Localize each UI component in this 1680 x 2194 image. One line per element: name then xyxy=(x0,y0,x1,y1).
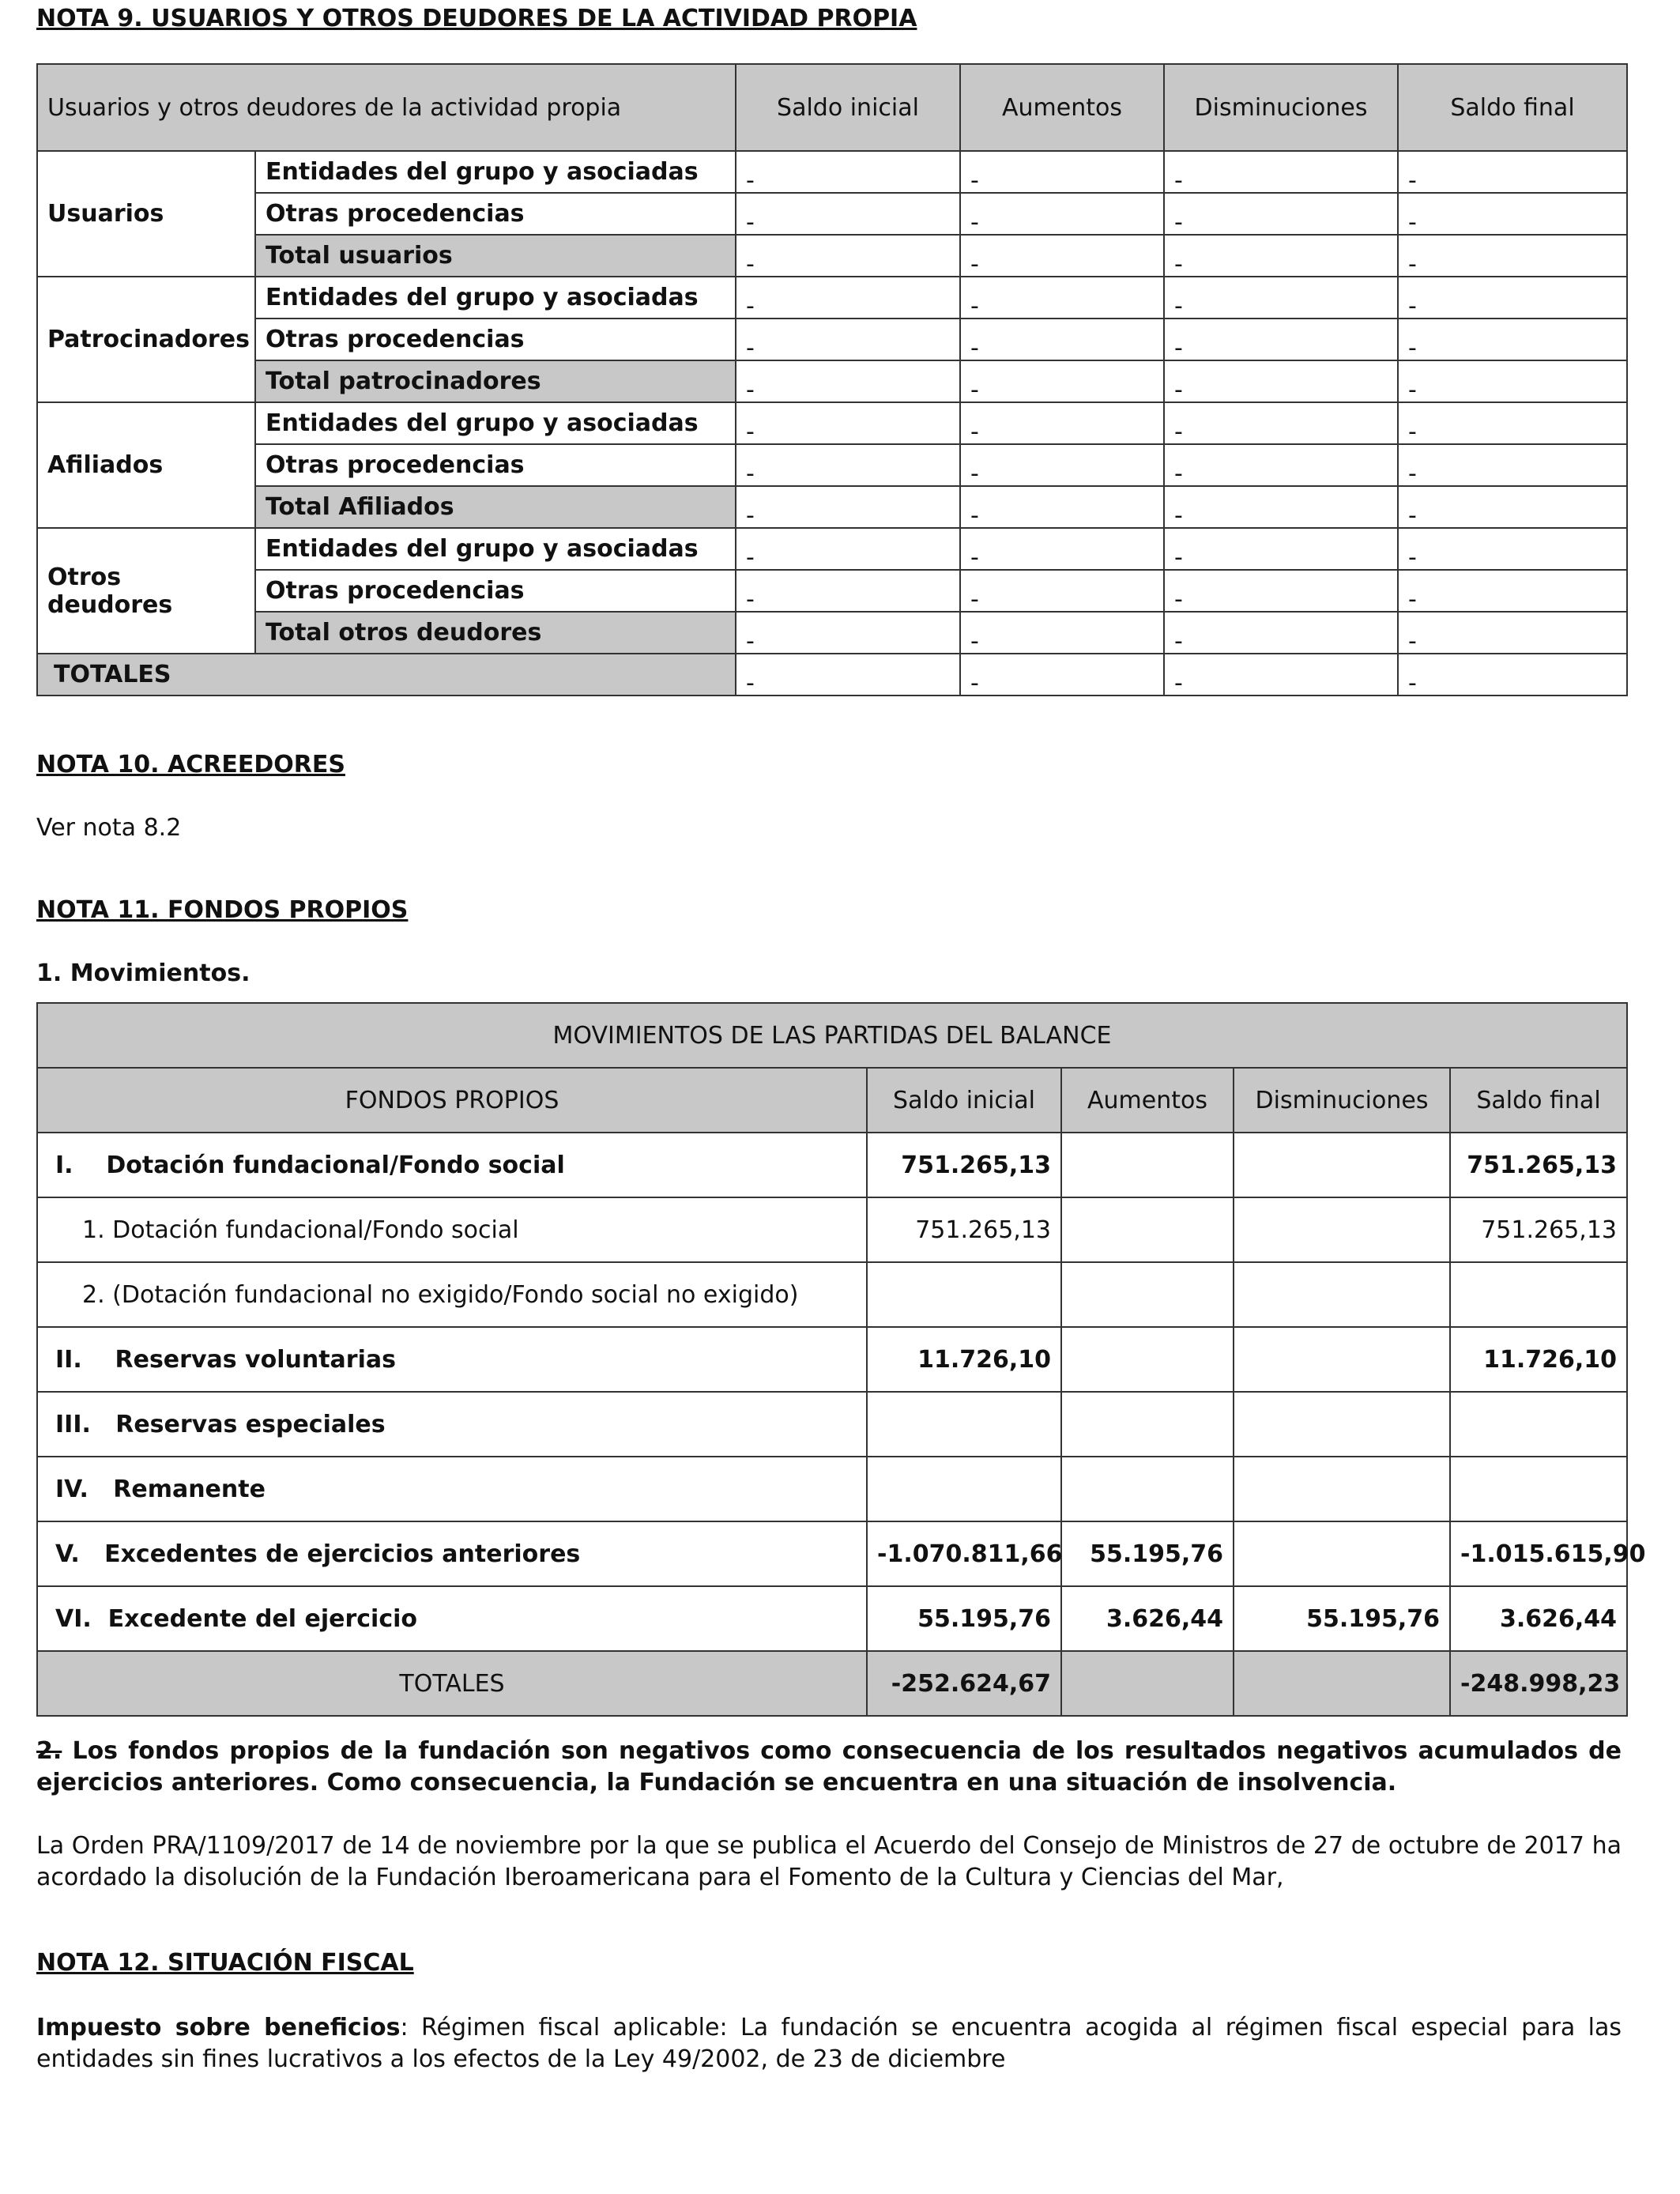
nota11-title: NOTA 11. FONDOS PROPIOS xyxy=(36,896,409,924)
value-cell xyxy=(1450,1392,1627,1457)
row-label: Total patrocinadores xyxy=(255,360,736,402)
value-cell: 751.265,13 xyxy=(867,1133,1061,1197)
value-cell: - xyxy=(1398,360,1627,402)
value-cell: - xyxy=(1164,528,1398,570)
value-cell xyxy=(1234,1392,1450,1457)
row-label: Otras procedencias xyxy=(255,444,736,486)
value-cell: - xyxy=(1398,277,1627,319)
value-cell xyxy=(867,1457,1061,1521)
value-cell: - xyxy=(1398,193,1627,235)
value-cell: 11.726,10 xyxy=(1450,1327,1627,1392)
value-cell xyxy=(1061,1392,1234,1457)
table-header-row xyxy=(37,64,1627,151)
value-cell: - xyxy=(736,402,960,444)
value-cell: - xyxy=(1164,151,1398,193)
value-cell: - xyxy=(960,193,1164,235)
value-cell xyxy=(1234,1133,1450,1197)
header-aumentos: Aumentos xyxy=(960,64,1164,151)
value-cell xyxy=(1234,1197,1450,1262)
table-row xyxy=(37,235,1627,277)
value-cell: - xyxy=(736,360,960,402)
value-cell: - xyxy=(960,319,1164,360)
row-label: Entidades del grupo y asociadas xyxy=(255,402,736,444)
value-cell: - xyxy=(736,528,960,570)
header-concepto: Usuarios y otros deudores de la actividad propia xyxy=(37,64,736,151)
value-cell: 11.726,10 xyxy=(867,1327,1061,1392)
table-row xyxy=(37,1133,1627,1197)
table-row xyxy=(37,1197,1627,1262)
value-cell: - xyxy=(1164,444,1398,486)
value-cell: - xyxy=(1398,319,1627,360)
value-cell: 751.265,13 xyxy=(1450,1133,1627,1197)
nota10-text: Ver nota 8.2 xyxy=(36,814,182,842)
table-row xyxy=(37,486,1627,528)
totales-label: TOTALES xyxy=(37,1651,867,1716)
value-cell xyxy=(867,1392,1061,1457)
value-cell: 55.195,76 xyxy=(867,1586,1061,1651)
value-cell: - xyxy=(1164,235,1398,277)
usuarios-deudores-table xyxy=(36,63,1628,696)
nota11-point2 xyxy=(36,1736,1622,1799)
value-cell: - xyxy=(1164,612,1398,654)
value-cell: - xyxy=(1164,277,1398,319)
table-row xyxy=(37,151,1627,193)
row-label: Otras procedencias xyxy=(255,319,736,360)
value-cell: - xyxy=(1164,193,1398,235)
value-cell: - xyxy=(960,444,1164,486)
value-cell: - xyxy=(1398,235,1627,277)
table-row xyxy=(37,444,1627,486)
nota10-title: NOTA 10. ACREEDORES xyxy=(36,751,345,778)
row-label: Total Afiliados xyxy=(255,486,736,528)
value-cell xyxy=(1061,1262,1234,1327)
group-label: Patrocinadores xyxy=(37,277,255,402)
value-cell xyxy=(1061,1197,1234,1262)
value-cell: 3.626,44 xyxy=(1450,1586,1627,1651)
table-row xyxy=(37,1327,1627,1392)
value-cell: - xyxy=(1164,319,1398,360)
header-saldo-inicial: Saldo inicial xyxy=(736,64,960,151)
table-row xyxy=(37,319,1627,360)
value-cell: - xyxy=(736,277,960,319)
value-cell: - xyxy=(736,654,960,696)
totales-row xyxy=(37,654,1627,696)
value-cell: - xyxy=(736,486,960,528)
value-cell xyxy=(1450,1262,1627,1327)
value-cell: - xyxy=(960,528,1164,570)
point2-text: Los fondos propios de la fundación son negativos como consecuencia de los resultados negativos acumulados de ejercicios anteriores. Como consecuencia, la Fundación se encuentra en una situación de insolvencia. xyxy=(36,1737,1622,1796)
table-row xyxy=(37,277,1627,319)
value-cell xyxy=(1450,1457,1627,1521)
row-label: Entidades del grupo y asociadas xyxy=(255,277,736,319)
table-row xyxy=(37,1262,1627,1327)
value-cell: - xyxy=(1398,486,1627,528)
nota12-title: NOTA 12. SITUACIÓN FISCAL xyxy=(36,1949,414,1977)
header-saldo-inicial: Saldo inicial xyxy=(867,1068,1061,1133)
total-value-cell xyxy=(1234,1651,1450,1716)
value-cell: - xyxy=(1164,654,1398,696)
table-row xyxy=(37,570,1627,612)
value-cell: - xyxy=(1398,444,1627,486)
value-cell: 3.626,44 xyxy=(1061,1586,1234,1651)
total-value-cell: -252.624,67 xyxy=(867,1651,1061,1716)
value-cell: - xyxy=(736,319,960,360)
fondos-propios-table xyxy=(36,1002,1646,1717)
value-cell: 55.195,76 xyxy=(1234,1586,1450,1651)
table-row xyxy=(37,528,1627,570)
value-cell: - xyxy=(960,402,1164,444)
nota12-paragraph xyxy=(36,2012,1622,2075)
value-cell: - xyxy=(1398,151,1627,193)
value-cell xyxy=(1234,1262,1450,1327)
value-cell: - xyxy=(960,360,1164,402)
row-label: Total otros deudores xyxy=(255,612,736,654)
value-cell: - xyxy=(1164,486,1398,528)
value-cell xyxy=(1234,1521,1450,1586)
value-cell: - xyxy=(736,151,960,193)
orden-paragraph: La Orden PRA/1109/2017 de 14 de noviembre por la que se publica el Acuerdo del Consejo de Ministros de 27 de octubre de 2017 ha acordado la disolución de la Fundación Iberoamericana para el Fomento de la Cultura y Ciencias del Mar, xyxy=(36,1832,1622,1891)
table-row xyxy=(37,612,1627,654)
value-cell: - xyxy=(1398,612,1627,654)
total-value-cell: -248.998,23 xyxy=(1450,1651,1627,1716)
table-row xyxy=(37,1586,1627,1651)
group-label: Usuarios xyxy=(37,151,255,277)
nota9-title: NOTA 9. USUARIOS Y OTROS DEUDORES DE LA ACTIVIDAD PROPIA xyxy=(36,5,917,32)
value-cell xyxy=(1061,1133,1234,1197)
row-label: II. Reservas voluntarias xyxy=(37,1327,867,1392)
group-label: Afiliados xyxy=(37,402,255,528)
value-cell: -1.015.615,90 xyxy=(1450,1521,1627,1586)
row-label: Entidades del grupo y asociadas xyxy=(255,528,736,570)
value-cell: - xyxy=(960,235,1164,277)
group-label: Otros deudores xyxy=(37,528,255,654)
table-row xyxy=(37,1392,1627,1457)
value-cell: - xyxy=(1164,360,1398,402)
totales-label: TOTALES xyxy=(37,654,736,696)
value-cell: - xyxy=(1398,528,1627,570)
row-label: III. Reservas especiales xyxy=(37,1392,867,1457)
value-cell: - xyxy=(960,654,1164,696)
value-cell: - xyxy=(1398,570,1627,612)
header-aumentos: Aumentos xyxy=(1061,1068,1234,1133)
value-cell: - xyxy=(736,193,960,235)
value-cell: - xyxy=(960,277,1164,319)
table-row xyxy=(37,1457,1627,1521)
header-disminuciones: Disminuciones xyxy=(1234,1068,1450,1133)
header-saldo-final: Saldo final xyxy=(1450,1068,1627,1133)
value-cell: - xyxy=(960,486,1164,528)
row-label: Otras procedencias xyxy=(255,570,736,612)
row-label: 2. (Dotación fundacional no exigido/Fondo social no exigido) xyxy=(37,1262,867,1327)
impuesto-text: : Régimen fiscal aplicable: La fundación se encuentra acogida al régimen fiscal especial para las entidades sin fines lucrativos a los efectos de la Ley 49/2002, de 23 de diciembre xyxy=(36,2014,1622,2073)
header-saldo-final: Saldo final xyxy=(1398,64,1627,151)
value-cell: 751.265,13 xyxy=(1450,1197,1627,1262)
point2-number: 2. xyxy=(36,1737,62,1765)
total-value-cell xyxy=(1061,1651,1234,1716)
row-label: Entidades del grupo y asociadas xyxy=(255,151,736,193)
value-cell xyxy=(1234,1457,1450,1521)
value-cell: - xyxy=(1398,402,1627,444)
value-cell: - xyxy=(1164,570,1398,612)
value-cell: - xyxy=(960,612,1164,654)
row-label: IV. Remanente xyxy=(37,1457,867,1521)
table-row xyxy=(37,402,1627,444)
value-cell: - xyxy=(736,570,960,612)
value-cell: -1.070.811,66 xyxy=(867,1521,1061,1586)
value-cell: 751.265,13 xyxy=(867,1197,1061,1262)
row-label: Total usuarios xyxy=(255,235,736,277)
table-row xyxy=(37,360,1627,402)
value-cell: - xyxy=(960,570,1164,612)
header-disminuciones: Disminuciones xyxy=(1164,64,1398,151)
value-cell: - xyxy=(1164,402,1398,444)
header-fondos-propios: FONDOS PROPIOS xyxy=(37,1068,867,1133)
row-label: Otras procedencias xyxy=(255,193,736,235)
value-cell: 55.195,76 xyxy=(1061,1521,1234,1586)
table-title: MOVIMIENTOS DE LAS PARTIDAS DEL BALANCE xyxy=(37,1003,1627,1068)
value-cell: - xyxy=(736,444,960,486)
table-row xyxy=(37,1521,1627,1586)
value-cell xyxy=(1234,1327,1450,1392)
impuesto-label: Impuesto sobre beneficios xyxy=(36,2014,401,2041)
value-cell: - xyxy=(1398,654,1627,696)
row-label: VI. Excedente del ejercicio xyxy=(37,1586,867,1651)
value-cell xyxy=(867,1262,1061,1327)
nota11-subtitle: 1. Movimientos. xyxy=(36,959,250,987)
row-label: 1. Dotación fundacional/Fondo social xyxy=(37,1197,867,1262)
table-row xyxy=(37,193,1627,235)
value-cell xyxy=(1061,1327,1234,1392)
value-cell xyxy=(1061,1457,1234,1521)
value-cell: - xyxy=(736,235,960,277)
row-label: V. Excedentes de ejercicios anteriores xyxy=(37,1521,867,1586)
totales-row xyxy=(37,1651,1627,1716)
value-cell: - xyxy=(960,151,1164,193)
value-cell: - xyxy=(736,612,960,654)
row-label: I. Dotación fundacional/Fondo social xyxy=(37,1133,867,1197)
